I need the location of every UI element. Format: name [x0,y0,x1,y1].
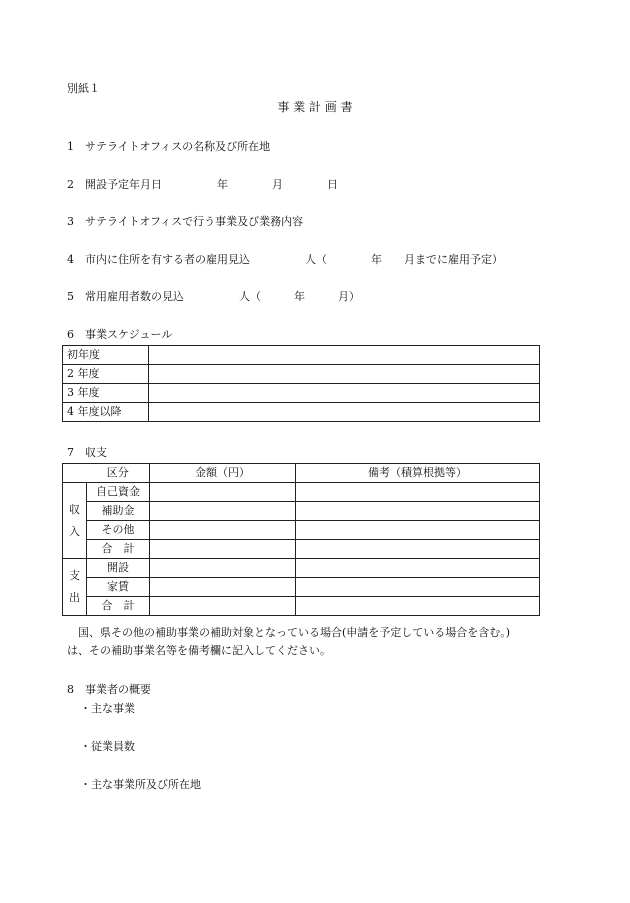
item-6: 6 事業スケジュール [67,328,173,341]
header-amount: 金額（円） [150,464,296,483]
table-row [63,502,540,521]
schedule-content-cell[interactable] [149,403,540,422]
amount-cell[interactable] [150,483,296,502]
header-remarks: 備考（積算根拠等） [296,464,540,483]
remarks-cell[interactable] [296,578,540,597]
remarks-cell[interactable] [296,521,540,540]
table-row [63,521,540,540]
income-label-2: 入 [69,524,80,538]
expense-label-2: 出 [69,591,80,604]
schedule-year: 2 年度 [63,365,149,384]
expense-category: 開設 [87,559,150,578]
table-row [63,578,540,597]
page-title: 事 業 計 画 書 [277,100,353,114]
schedule-content-cell[interactable] [149,384,540,403]
remarks-cell[interactable] [296,559,540,578]
amount-cell[interactable] [150,502,296,521]
schedule-content-cell[interactable] [149,365,540,384]
note-line-1: 国、県その他の補助事業の補助対象となっている場合(申請を予定している場合を含む。) [67,626,511,639]
expense-label-1: 支 [69,569,80,582]
attachment-label: 別紙１ [67,82,100,95]
income-category: 補助金 [87,502,150,521]
item-8: 8 事業者の概要 [67,683,151,696]
note-line-2: は、その補助事業名等を備考欄に記入してください。 [67,644,331,657]
table-row [63,384,540,403]
amount-cell[interactable] [150,578,296,597]
overview-employees: ・従業員数 [80,740,135,753]
amount-cell[interactable] [150,597,296,616]
income-category: 合 計 [87,540,150,559]
item-4: 4 市内に住所を有する者の雇用見込 人（ 年 月までに雇用予定） [67,253,503,266]
remarks-cell[interactable] [296,502,540,521]
schedule-year: 3 年度 [63,384,149,403]
table-row [63,540,540,559]
amount-cell[interactable] [150,559,296,578]
item-1: 1 サテライトオフィスの名称及び所在地 [67,140,271,153]
table-row [63,346,540,365]
table-row [63,483,540,502]
income-category: その他 [87,521,150,540]
schedule-table [62,345,540,422]
table-header-row [63,464,540,483]
amount-cell[interactable] [150,521,296,540]
amount-cell[interactable] [150,540,296,559]
budget-table [62,463,540,616]
remarks-cell[interactable] [296,597,540,616]
expense-section-label [63,559,87,616]
item-7: 7 収支 [67,446,107,459]
schedule-content-cell[interactable] [149,346,540,365]
remarks-cell[interactable] [296,483,540,502]
income-label-1: 収 [69,502,80,516]
expense-category: 家賃 [87,578,150,597]
table-row [63,597,540,616]
item-2: 2 開設予定年月日 年 月 日 [67,178,338,191]
table-row [63,365,540,384]
table-row [63,559,540,578]
schedule-year: 初年度 [63,346,149,365]
header-category: 区分 [87,464,150,483]
income-section-label [63,483,87,559]
expense-category: 合 計 [87,597,150,616]
schedule-year: 4 年度以降 [63,403,149,422]
item-3: 3 サテライトオフィスで行う事業及び業務内容 [67,215,304,228]
table-row [63,403,540,422]
remarks-cell[interactable] [296,540,540,559]
overview-offices: ・主な事業所及び所在地 [80,778,201,791]
income-category: 自己資金 [87,483,150,502]
overview-main-business: ・主な事業 [80,702,135,715]
item-5: 5 常用雇用者数の見込 人（ 年 月） [67,290,360,303]
